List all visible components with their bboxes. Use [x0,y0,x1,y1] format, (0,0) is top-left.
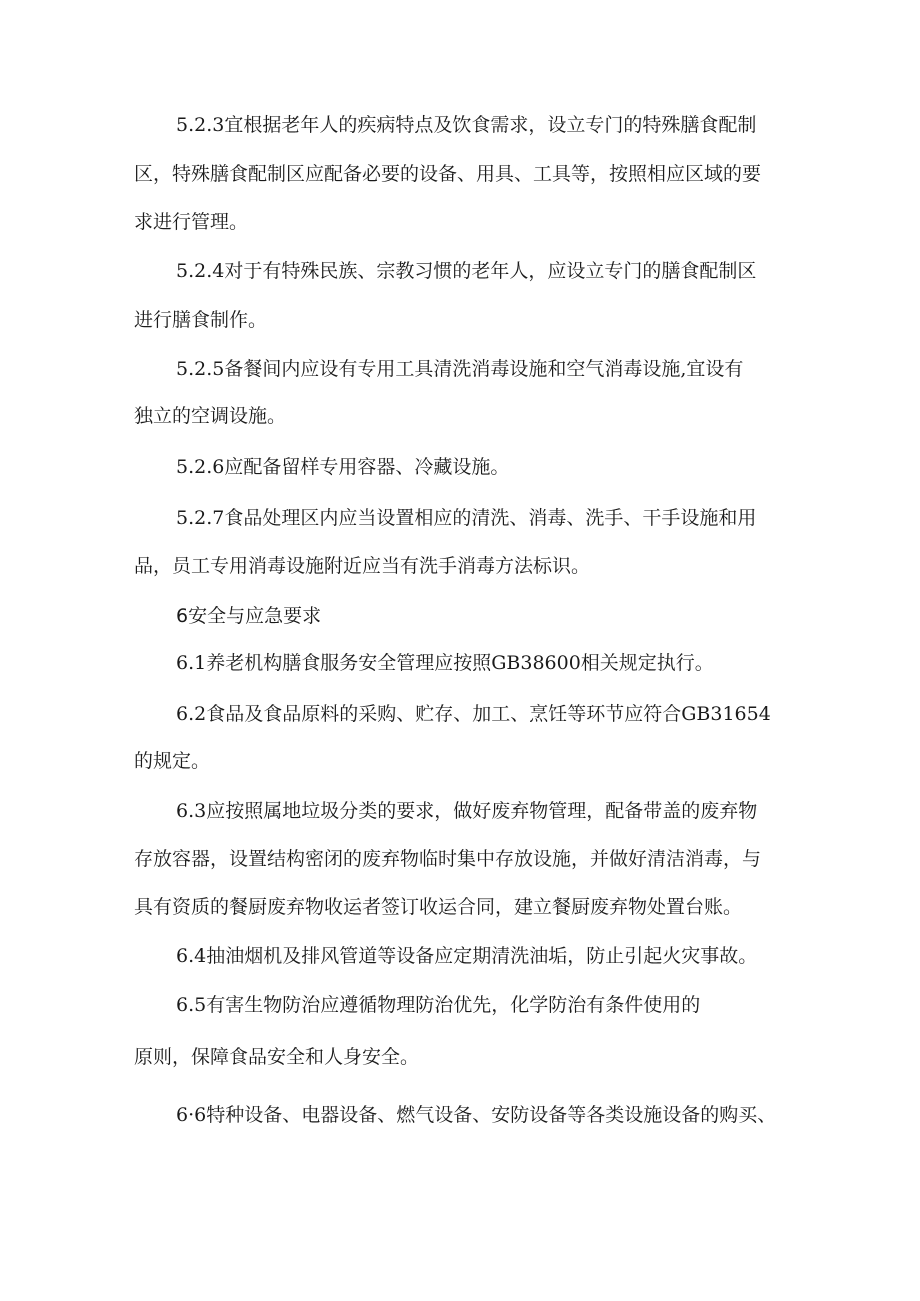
paragraph-5-2-7-line-2: 品，员工专用消毒设施附近应当有洗手消毒方法标识。 [134,555,591,577]
paragraph-5-2-7-line-1: 5.2.7食品处理区内应当设置相应的清洗、消毒、洗手、干手设施和用 [176,507,757,529]
paragraph-5-2-5-line-2: 独立的空调设施。 [134,405,287,427]
paragraph-5-2-4-line-2: 进行膳食制作。 [134,309,268,331]
paragraph-6-3-line-1: 6.3应按照属地垃圾分类的要求，做好废弃物管理，配备带盖的废弃物 [176,800,758,822]
paragraph-5-2-5-line-1: 5.2.5备餐间内应设有专用工具清洗消毒设施和空气消毒设施,宜设有 [176,358,744,380]
paragraph-6-4-line-1: 6.4抽油烟机及排风管道等设备应定期清洗油垢，防止引起火灾事故。 [176,945,758,967]
paragraph-6-3-line-2: 存放容器，设置结构密闭的废弃物临时集中存放设施，并做好清洁消毒，与 [134,848,762,870]
paragraph-5-2-3-line-1: 5.2.3宜根据老年人的疾病特点及饮食需求，设立专门的特殊膳食配制 [176,114,757,136]
paragraph-5-2-4-line-1: 5.2.4对于有特殊民族、宗教习惯的老年人，应设立专门的膳食配制区 [176,260,757,282]
paragraph-6-5-line-2: 原则，保障食品安全和人身安全。 [134,1046,420,1068]
paragraph-5-2-6-line-1: 5.2.6应配备留样专用容器、冷藏设施。 [176,456,510,478]
paragraph-6-6-line-1: 6·6特种设备、电器设备、燃气设备、安防设备等各类设施设备的购买、 [176,1104,777,1126]
section-6-heading: 6安全与应急要求 [176,605,322,627]
paragraph-6-5-line-1: 6.5有害生物防治应遵循物理防治优先，化学防治有条件使用的 [176,994,701,1016]
paragraph-6-2-line-2: 的规定。 [134,750,211,772]
paragraph-5-2-3-line-2: 区，特殊膳食配制区应配备必要的设备、用具、工具等，按照相应区域的要 [134,163,762,185]
paragraph-5-2-3-line-3: 求进行管理。 [134,211,249,233]
paragraph-6-1-line-1: 6.1养老机构膳食服务安全管理应按照GB38600相关规定执行。 [176,652,714,674]
paragraph-6-3-line-3: 具有资质的餐厨废弃物收运者签订收运合同，建立餐厨废弃物处置台账。 [134,896,743,918]
paragraph-6-2-line-1: 6.2食品及食品原料的采购、贮存、加工、烹饪等环节应符合GB31654 [176,703,771,725]
